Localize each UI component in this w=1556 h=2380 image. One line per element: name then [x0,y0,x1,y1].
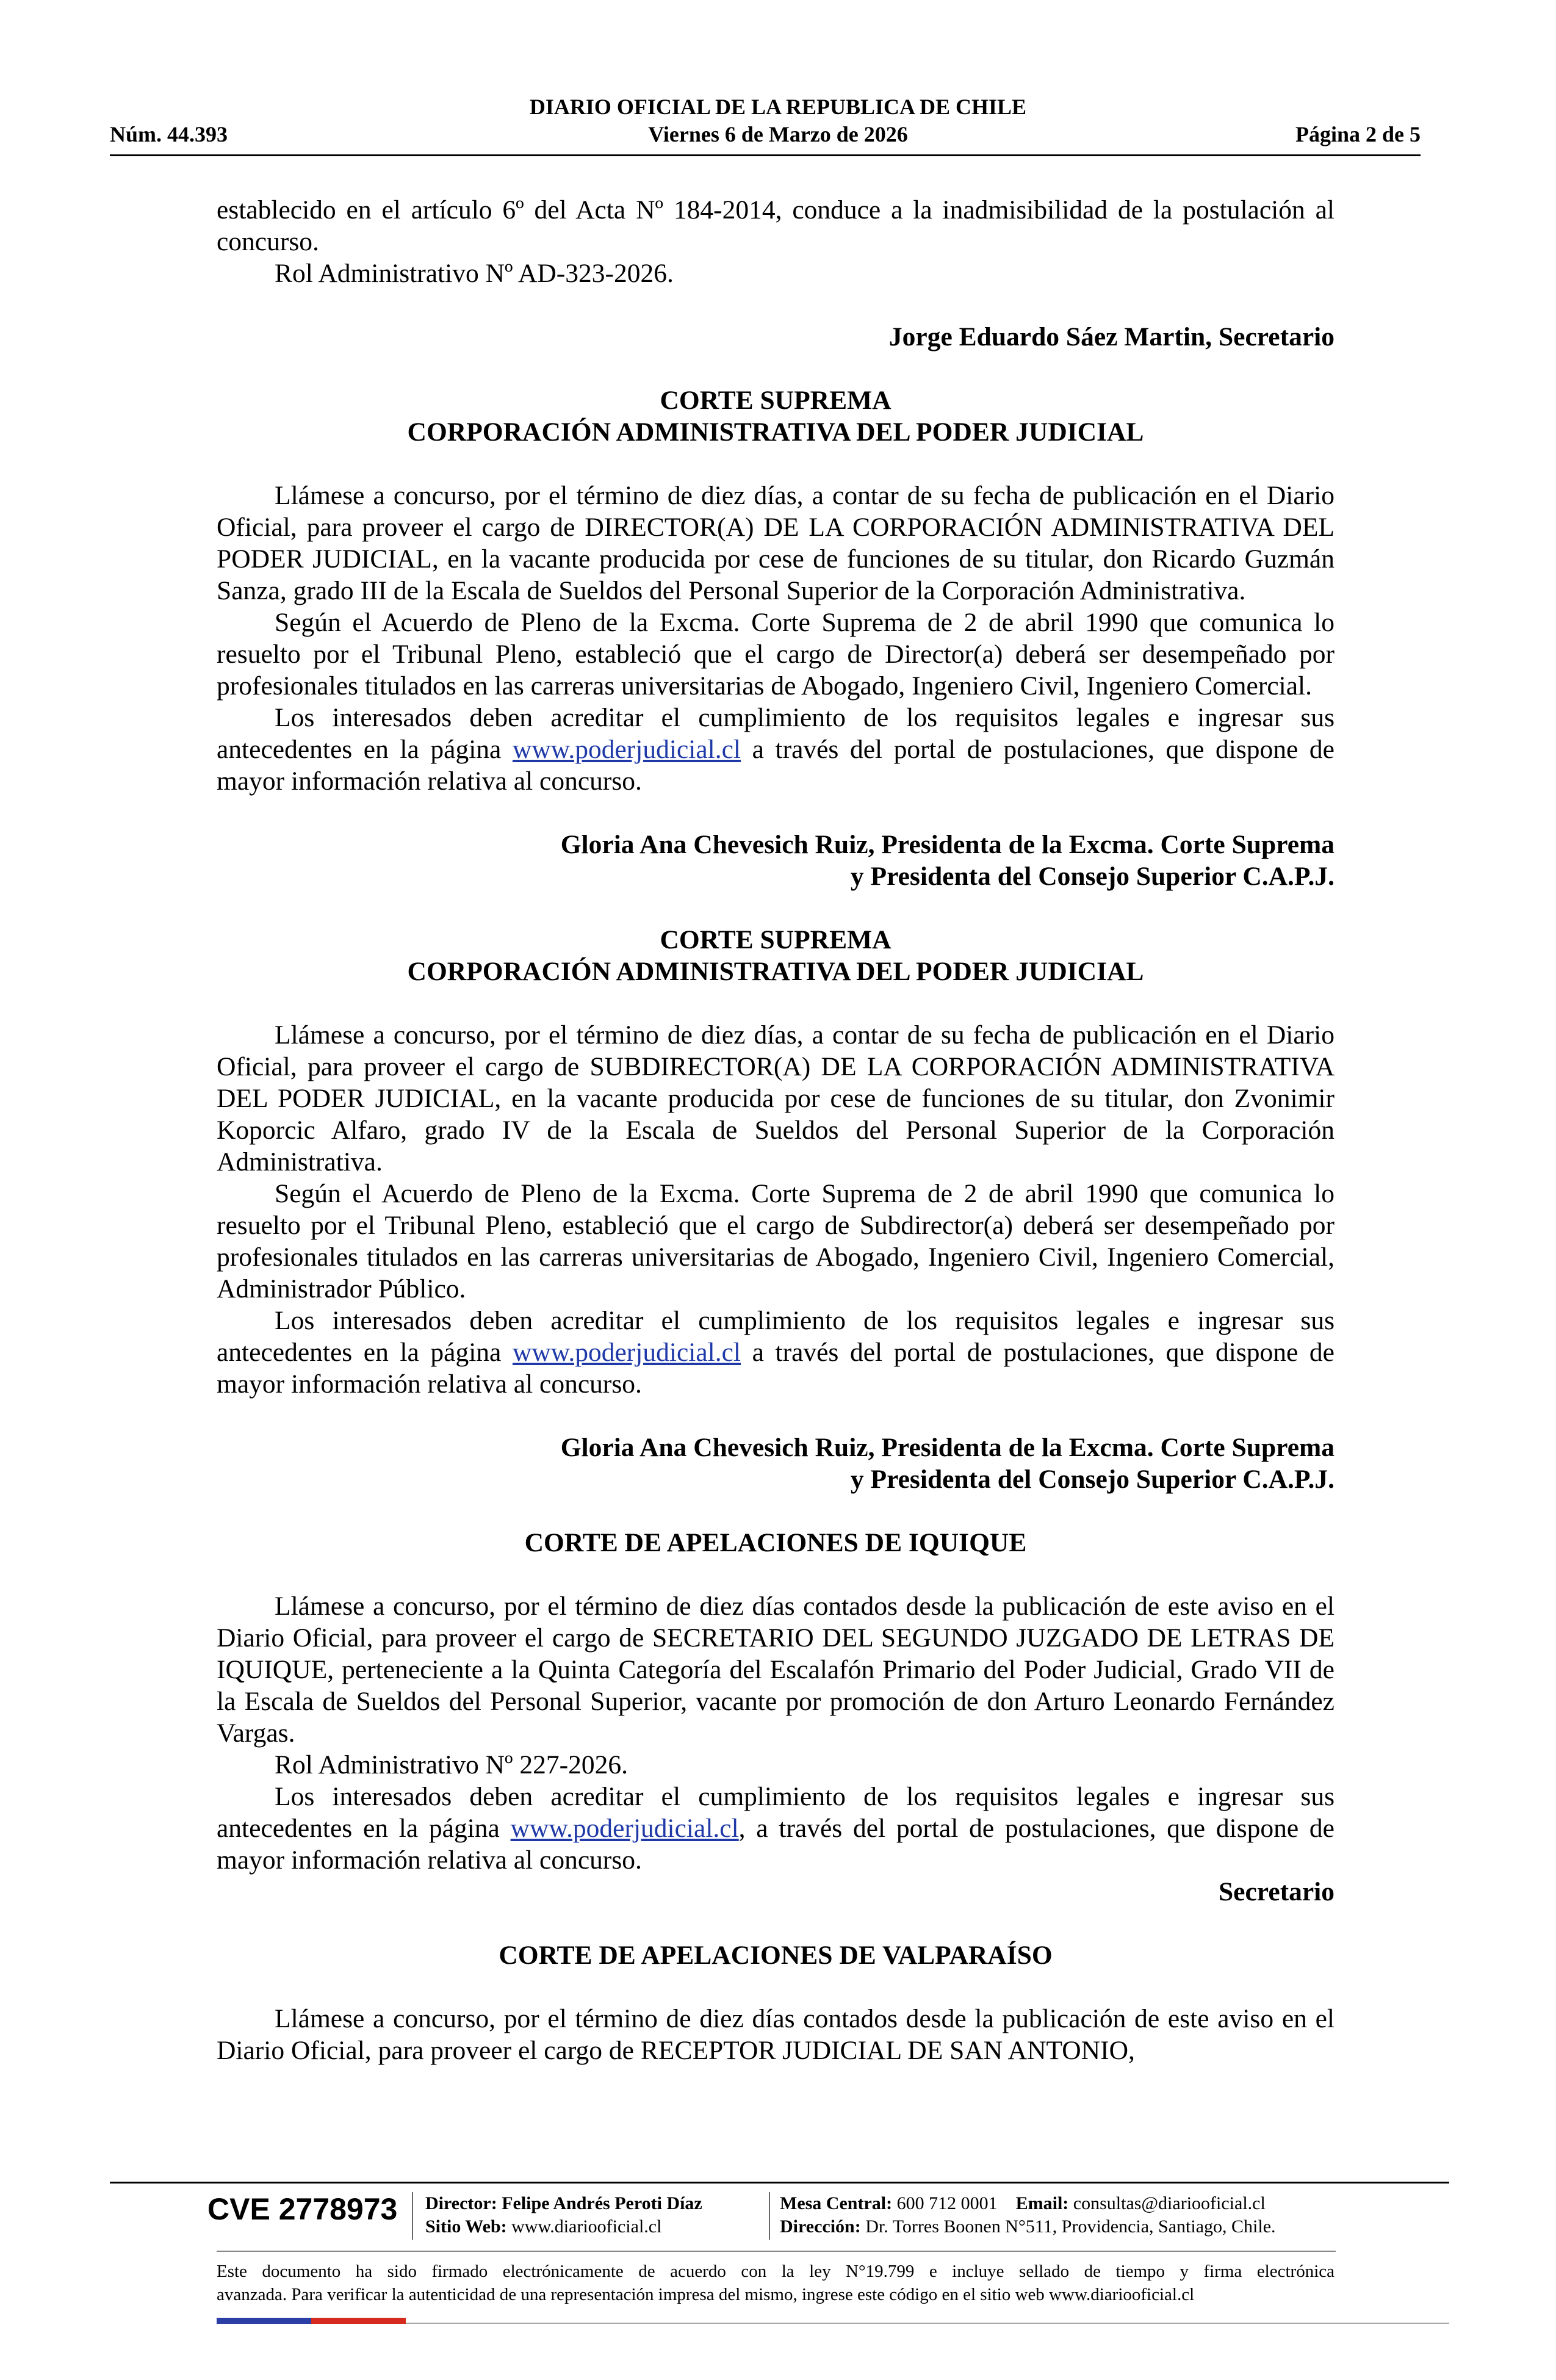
footer-contact-block: Mesa Central: 600 712 0001 Email: consultas@diariooficial.cl Dirección: Dr. Torres Boonen N°511, Providencia, Santiago, Chile. [780,2193,1276,2237]
footer-legal-note-line1: Este documento ha sido firmado electrónicamente de acuerdo con la ley N°19.799 e incluye sellado de tiempo y firma electrónica [217,2262,1334,2281]
section1-signature2: y Presidenta del Consejo Superior C.A.P.J. [850,862,1334,891]
chile-flag-stripe [217,2318,406,2324]
section2-signature2: y Presidenta del Consejo Superior C.A.P.J. [850,1465,1334,1494]
footer-divider-bottom [406,2323,1449,2324]
section1-heading1: CORTE SUPREMA [660,386,891,415]
website-link[interactable]: www.diariooficial.cl [511,2216,662,2237]
issue-number: Núm. 44.393 [110,122,228,146]
footer-director-block [425,2192,702,2238]
section1-paragraph3: Los interesados deben acreditar el cumplimiento de los requisitos legales e ingresar sus antecedentes en la página www.poderjudicial.cl a través del portal de postulaciones, que dispone de mayor información relativa al concurso. [217,703,1334,796]
footer-separator [412,2192,413,2240]
footer-legal-note-line2: avanzada. Para verificar la autenticidad de una representación impresa del mismo, ingrese este código en el sitio web www.diariooficial.cl [217,2285,1195,2304]
section3-rol: Rol Administrativo Nº 227-2026. [275,1750,628,1780]
section4-paragraph1: Llámese a concurso, por el término de diez días contados desde la publicación de este aviso en el Diario Oficial, para proveer el cargo de RECEPTOR JUDICIAL DE SAN ANTONIO, [217,2004,1334,2065]
poderjudicial-link[interactable]: www.poderjudicial.cl [512,735,741,764]
footer-separator [769,2192,770,2240]
footer-divider-middle [217,2251,1336,2252]
header-divider [110,154,1421,156]
section1-paragraph1: Llámese a concurso, por el término de diez días, a contar de su fecha de publicación en el Diario Oficial, para proveer el cargo de DIRECTOR(A) DE LA CORPORACIÓN ADMINISTRATIVA DEL PODER JUDICIAL, en la vacante producida por cese de funciones de su titular, don Ricardo Guzmán Sanza, grado III de la Escala de Sueldos del Personal Superior de la Corporación Administrativa. [217,481,1334,605]
intro-rol: Rol Administrativo Nº AD-323-2026. [275,259,674,288]
section1-signature1: Gloria Ana Chevesich Ruiz, Presidenta de la Excma. Corte Suprema [560,830,1334,859]
section1-heading2: CORPORACIÓN ADMINISTRATIVA DEL PODER JUDICIAL [407,417,1144,447]
section2-paragraph3: Los interesados deben acreditar el cumplimiento de los requisitos legales e ingresar sus antecedentes en la página www.poderjudicial.cl a través del portal de postulaciones, que dispone de mayor información relativa al concurso. [217,1306,1334,1399]
poderjudicial-link[interactable]: www.poderjudicial.cl [512,1338,741,1367]
section2-paragraph2: Según el Acuerdo de Pleno de la Excma. Corte Suprema de 2 de abril 1990 que comunica lo resuelto por el Tribunal Pleno, estableció que el cargo de Subdirector(a) deberá ser desempeñado por profesionales titulados en las carreras universitarias de Abogado, Ingeniero Civil, Ingeniero Comercial, Administrador Público. [217,1179,1334,1304]
section1-paragraph2: Según el Acuerdo de Pleno de la Excma. Corte Suprema de 2 de abril 1990 que comunica lo resuelto por el Tribunal Pleno, estableció que el cargo de Director(a) deberá ser desempeñado por profesionales titulados en las carreras universitarias de Abogado, Ingeniero Civil, Ingeniero Comercial. [217,608,1334,701]
document-body [217,194,1334,2066]
footer-divider-top [110,2182,1449,2183]
section2-signature1: Gloria Ana Chevesich Ruiz, Presidenta de la Excma. Corte Suprema [560,1433,1334,1462]
section3-paragraph3: Los interesados deben acreditar el cumplimiento de los requisitos legales e ingresar sus antecedentes en la página www.poderjudicial.cl, a través del portal de postulaciones, que dispone de mayor información relativa al concurso. [217,1782,1334,1875]
newspaper-title: DIARIO OFICIAL DE LA REPUBLICA DE CHILE [529,95,1027,119]
address-text: Dr. Torres Boonen N°511, Providencia, Santiago, Chile. [865,2216,1276,2237]
section2-heading1: CORTE SUPREMA [660,925,891,954]
section2-heading2: CORPORACIÓN ADMINISTRATIVA DEL PODER JUDICIAL [407,957,1144,986]
section3-signature: Secretario [1218,1877,1334,1906]
section3-heading: CORTE DE APELACIONES DE IQUIQUE [524,1528,1027,1557]
cve-code: CVE 2778973 [207,2192,398,2226]
section2-paragraph1: Llámese a concurso, por el término de diez días, a contar de su fecha de publicación en el Diario Oficial, para proveer el cargo de SUBDIRECTOR(A) DE LA CORPORACIÓN ADMINISTRATIVA DEL PODER JUDICIAL, en la vacante producida por cese de funciones de su titular, don Zvonimir Koporcic Alfaro, grado IV de la Escala de Sueldos del Personal Superior de la Corporación Administrativa. [217,1020,1334,1177]
mesa-central-phone: 600 712 0001 [896,2193,998,2213]
issue-date: Viernes 6 de Marzo de 2026 [648,122,908,146]
section4-heading: CORTE DE APELACIONES DE VALPARAÍSO [499,1941,1053,1970]
director-label: Director: Felipe Andrés Peroti Díaz [425,2193,702,2213]
website-label: Sitio Web: [425,2216,507,2237]
poderjudicial-link[interactable]: www.poderjudicial.cl [510,1814,739,1843]
intro-signature: Jorge Eduardo Sáez Martin, Secretario [888,322,1334,352]
page-indicator: Página 2 de 5 [1295,122,1421,146]
intro-paragraph: establecido en el artículo 6º del Acta Nº 184-2014, conduce a la inadmisibilidad de la postulación al concurso. [217,195,1334,256]
email-link[interactable]: consultas@diariooficial.cl [1073,2193,1266,2213]
section3-paragraph1: Llámese a concurso, por el término de diez días contados desde la publicación de este aviso en el Diario Oficial, para proveer el cargo de SECRETARIO DEL SEGUNDO JUZGADO DE LETRAS DE IQUIQUE, perteneciente a la Quinta Categoría del Escalafón Primario del Poder Judicial, Grado VII de la Escala de Sueldos del Personal Superior, vacante por promoción de don Arturo Leonardo Fernández Vargas. [217,1592,1334,1748]
